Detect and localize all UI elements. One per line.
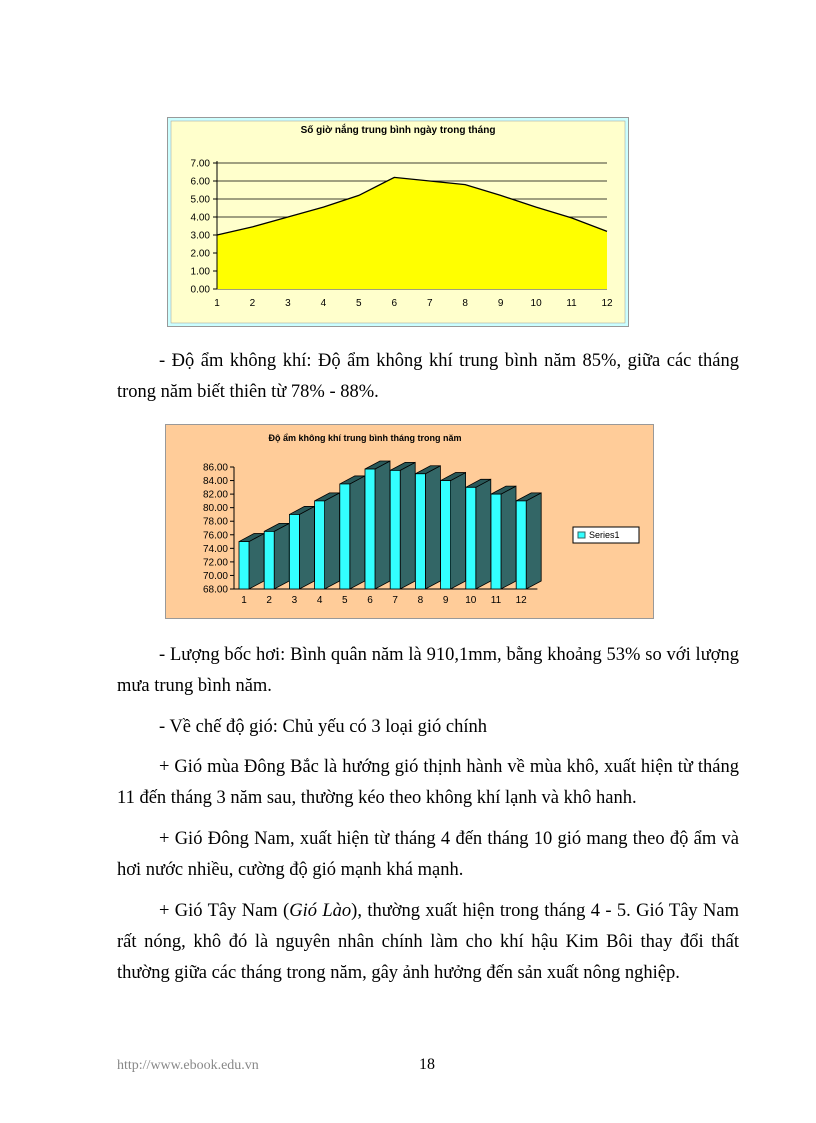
sunshine-hours-chart-svg: [167, 117, 629, 327]
x-tick-label: 2: [249, 298, 256, 309]
x-tick-label: 5: [356, 298, 362, 309]
humidity-chart-svg: [165, 424, 654, 619]
humidity-bar: [365, 461, 390, 589]
bar-side: [274, 523, 289, 589]
humidity-bar: [315, 493, 340, 589]
humidity-bar: [390, 462, 415, 589]
x-tick-label: 11: [566, 298, 577, 309]
x-tick-label: 9: [497, 298, 504, 309]
bar-side: [451, 473, 466, 589]
x-tick-label: 4: [316, 595, 323, 606]
paragraph-evaporation: - Lượng bốc hơi: Bình quân năm là 910,1mm, bằng khoảng 53% so với lượng mưa trung bình năm.: [117, 645, 739, 696]
humidity-bar: [491, 486, 516, 589]
sunshine-hours-chart: [167, 117, 629, 327]
bar-side: [501, 486, 516, 589]
y-tick-label: 80.00: [202, 503, 228, 515]
bar-side: [299, 506, 314, 589]
y-tick-label: 3.00: [190, 230, 210, 242]
footer-url[interactable]: http://www.ebook.edu.vn: [117, 1058, 259, 1073]
bar-front: [441, 481, 451, 589]
y-tick-label: 7.00: [190, 158, 210, 170]
bar-front: [516, 501, 526, 589]
x-tick-label: 12: [601, 298, 613, 309]
x-tick-label: 4: [320, 298, 327, 309]
humidity-bar: [441, 473, 466, 589]
y-tick-label: 0.00: [190, 284, 210, 296]
y-tick-label: 76.00: [202, 530, 228, 542]
x-tick-label: 6: [367, 595, 373, 606]
bar-side: [325, 493, 340, 589]
legend: [573, 527, 639, 543]
y-tick-label: 70.00: [202, 570, 228, 582]
humidity-chart: [165, 424, 654, 619]
paragraph-southwest-wind: + Gió Tây Nam (Gió Lào), thường xuất hiện trong tháng 4 - 5. Gió Tây Nam rất nóng, khô đó là nguyên nhân chính làm cho khí hậu Kim Bôi thay đổi thất thường giữa các tháng trong năm, gây ảnh hưởng đến sản xuất nông nghiệp.: [117, 901, 740, 983]
bar-side: [249, 534, 264, 589]
humidity-bar: [415, 466, 440, 589]
y-tick-label: 72.00: [202, 557, 228, 569]
legend-label: Series1: [589, 530, 620, 540]
x-tick-label: 8: [417, 595, 424, 606]
bar-front: [289, 514, 299, 589]
x-tick-label: 3: [291, 595, 298, 606]
bar-side: [400, 462, 415, 589]
humidity-bar: [289, 506, 314, 589]
x-tick-label: 9: [442, 595, 449, 606]
humidity-bar: [466, 479, 491, 589]
humidity-bar: [264, 523, 289, 589]
x-tick-label: 1: [241, 595, 247, 606]
x-tick-label: 7: [426, 298, 433, 309]
y-tick-label: 74.00: [202, 543, 228, 555]
bar-front: [264, 531, 274, 589]
chart-title: Số giờ nắng trung bình ngày trong tháng: [300, 125, 496, 136]
y-tick-label: 2.00: [190, 248, 210, 260]
x-tick-label: 3: [285, 298, 291, 309]
bar-side: [526, 493, 541, 589]
x-tick-label: 6: [391, 298, 398, 309]
paragraph-humidity: - Độ ẩm không khí: Độ ẩm không khí trung bình năm 85%, giữa các tháng trong năm biết thiên từ 78% - 88%.: [117, 351, 739, 402]
y-tick-label: 78.00: [202, 516, 228, 528]
y-tick-label: 5.00: [190, 194, 210, 206]
y-tick-label: 4.00: [190, 212, 210, 224]
humidity-bar: [340, 476, 365, 589]
humidity-bar: [239, 534, 264, 589]
chart-title: Độ ẩm không khí trung bình tháng trong năm: [268, 433, 462, 443]
bar-side: [350, 476, 365, 589]
x-tick-label: 10: [530, 298, 542, 309]
page-number: 18: [419, 1056, 435, 1073]
bar-front: [415, 474, 425, 589]
bar-front: [466, 487, 476, 589]
paragraph-northeast-monsoon: + Gió mùa Đông Bắc là hướng gió thịnh hành về mùa khô, xuất hiện từ tháng 11 đến tháng 3 năm sau, thường kéo theo không khí lạnh và khô hanh.: [117, 757, 739, 808]
humidity-bar: [516, 493, 541, 589]
y-tick-label: 6.00: [190, 176, 210, 188]
bar-front: [365, 469, 375, 589]
y-tick-label: 84.00: [202, 476, 228, 488]
x-tick-label: 8: [462, 298, 468, 309]
y-tick-label: 68.00: [202, 584, 228, 596]
paragraph-wind-regime: - Về chế độ gió: Chủ yếu có 3 loại gió chính: [159, 717, 487, 737]
x-tick-label: 5: [342, 595, 348, 606]
y-tick-label: 82.00: [202, 489, 228, 501]
x-tick-label: 2: [266, 595, 272, 606]
bar-side: [425, 466, 440, 589]
bar-front: [340, 484, 350, 589]
x-tick-label: 1: [214, 298, 220, 309]
bar-front: [491, 494, 501, 589]
foehn-wind-term: Gió Lào: [289, 901, 352, 921]
x-tick-label: 10: [465, 595, 477, 606]
y-tick-label: 1.00: [190, 266, 210, 278]
legend-swatch: [578, 532, 585, 538]
bar-front: [239, 542, 249, 589]
bar-front: [390, 470, 400, 589]
x-tick-label: 12: [515, 595, 527, 606]
paragraph-southeast-wind: + Gió Đông Nam, xuất hiện từ tháng 4 đến tháng 10 gió mang theo độ ẩm và hơi nước nhiều, cường độ gió mạnh khá mạnh.: [117, 829, 739, 880]
x-tick-label: 7: [392, 595, 398, 606]
x-tick-label: 11: [490, 595, 502, 606]
bar-side: [476, 479, 491, 589]
y-tick-label: 86.00: [202, 462, 228, 474]
bar-front: [315, 501, 325, 589]
bar-side: [375, 461, 390, 589]
